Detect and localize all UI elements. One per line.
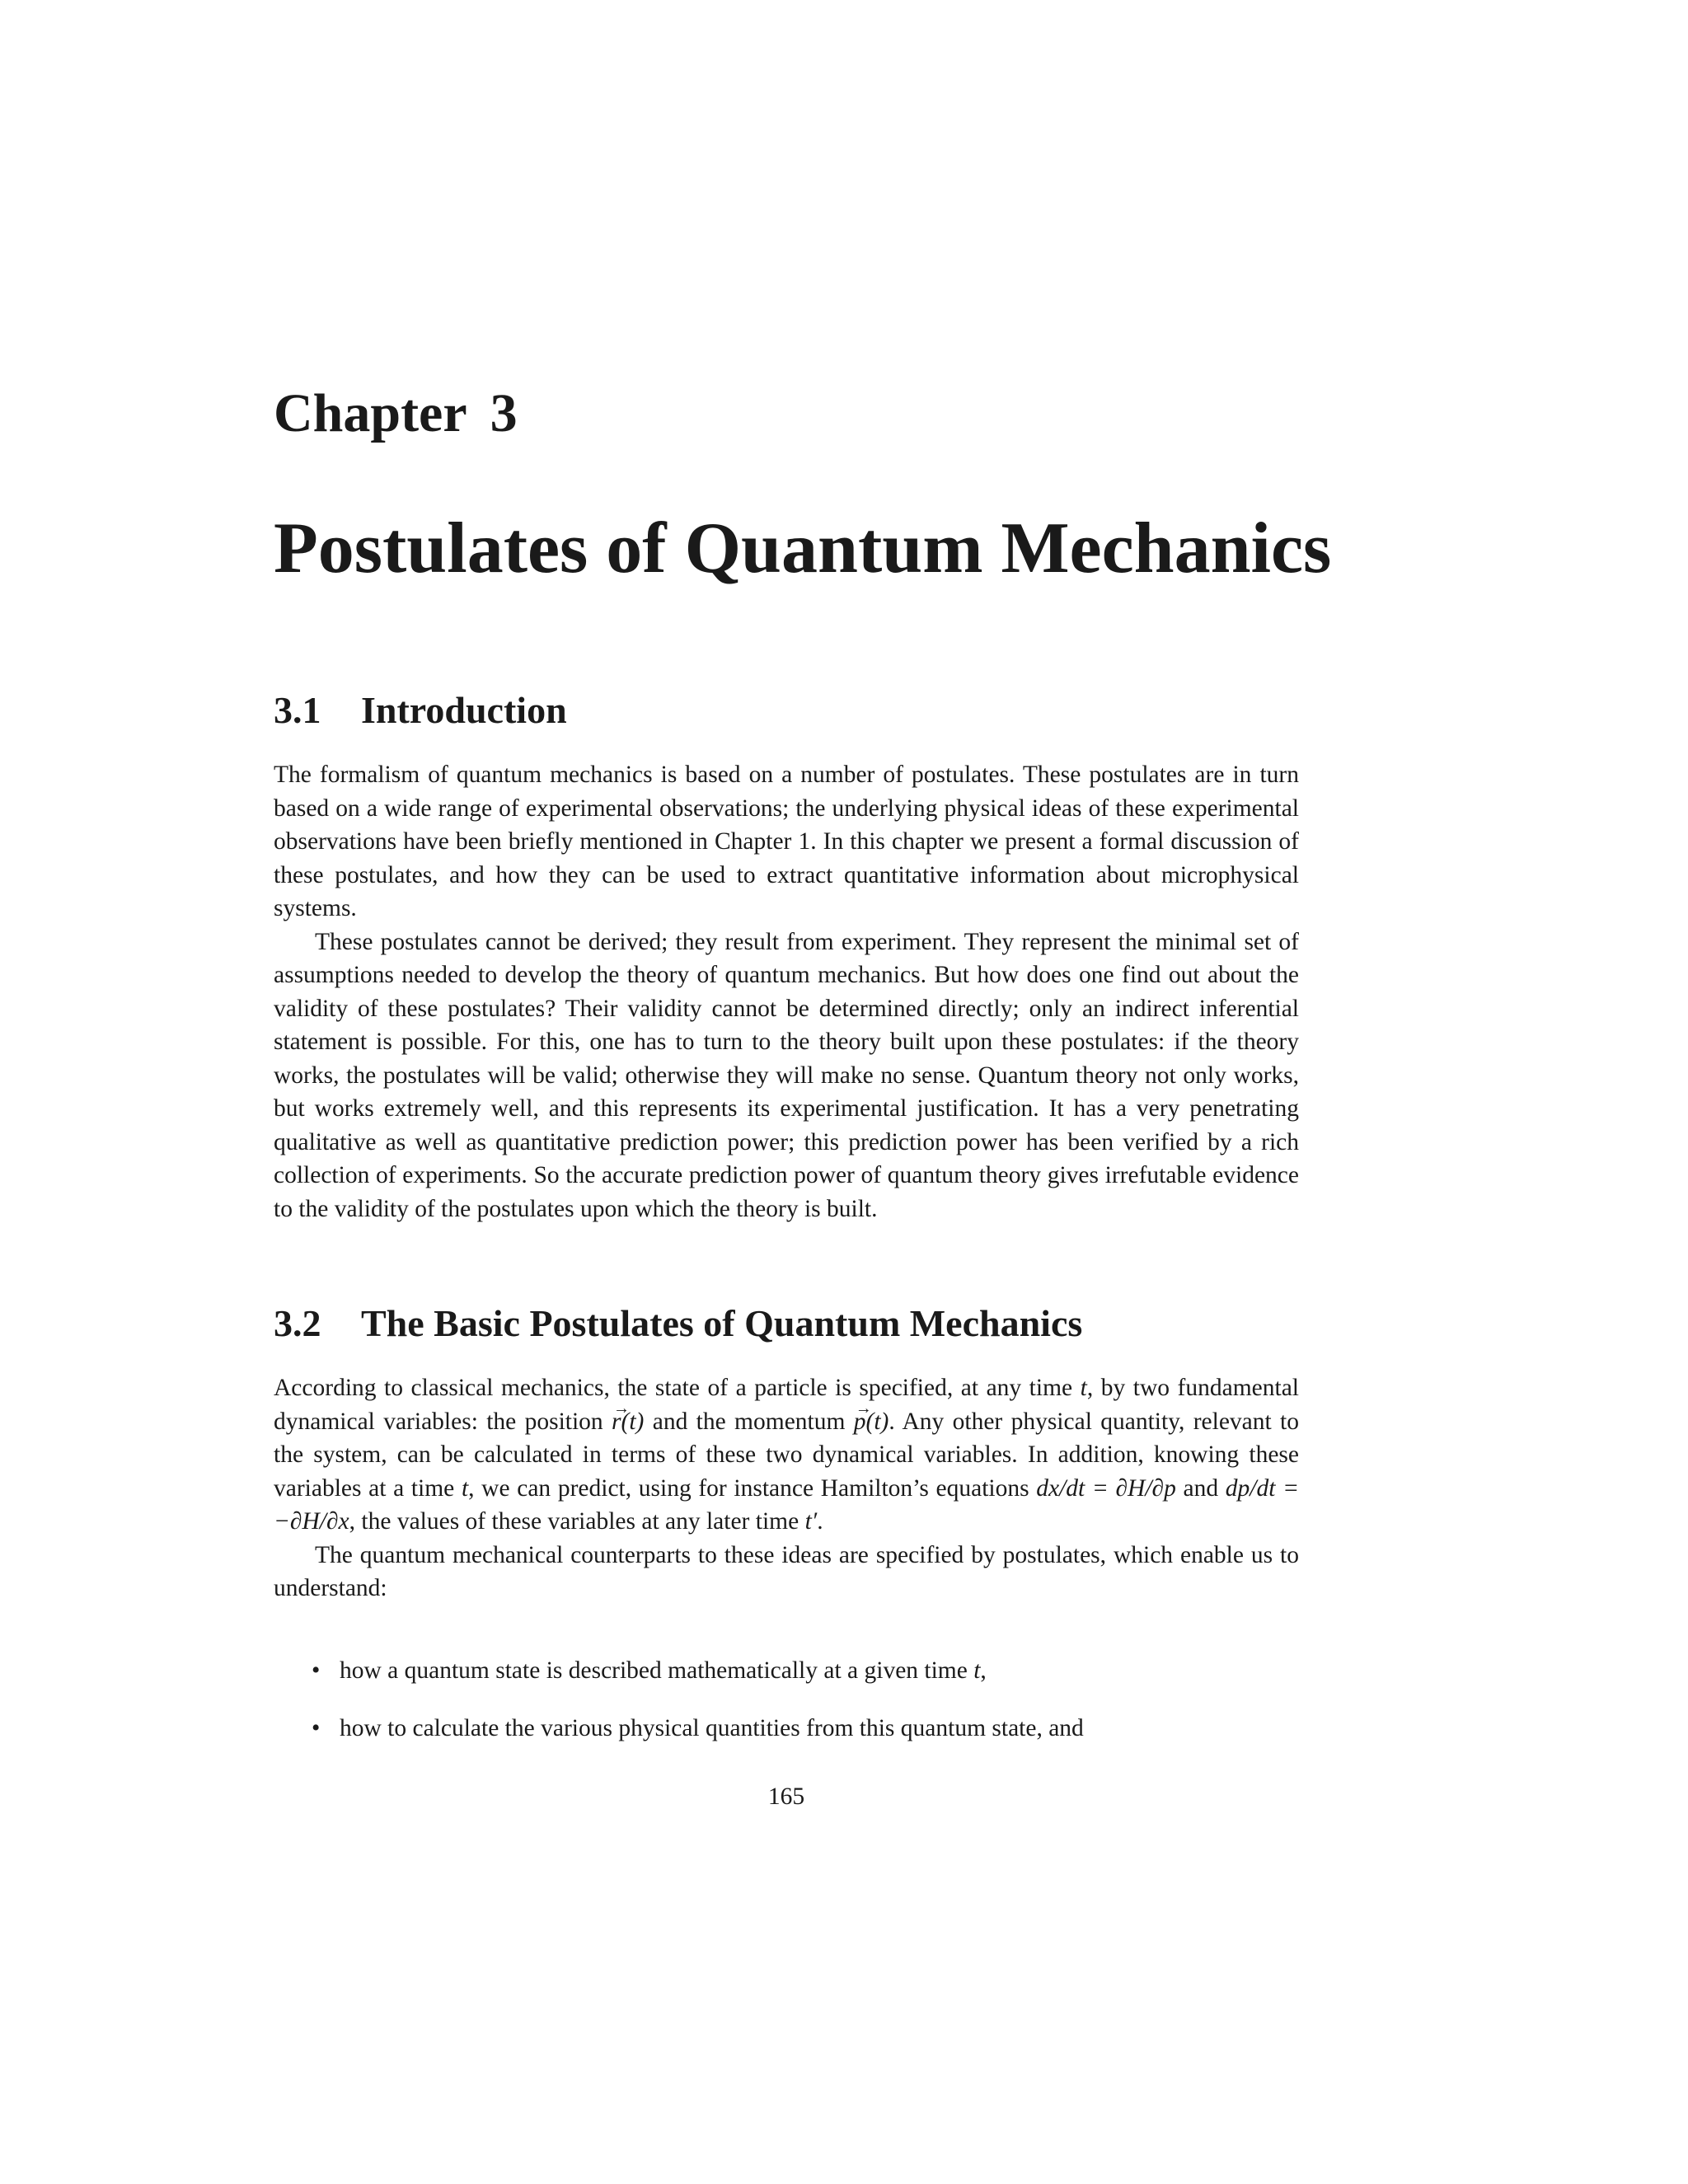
- bullet-icon: •: [312, 1657, 321, 1684]
- hamilton-equation-1: dx/dt = ∂H/∂p: [1036, 1474, 1176, 1502]
- chapter-label: [274, 381, 518, 447]
- section-heading-basic-postulates: [274, 1301, 1082, 1347]
- section-title: The Basic Postulates of Quantum Mechanics: [361, 1302, 1083, 1344]
- text-run: According to classical mechanics, the state of a particle is specified, at any time: [274, 1375, 1081, 1401]
- introduction-body: [274, 758, 1299, 1226]
- math-variable: t: [461, 1474, 469, 1502]
- math-argument: (t): [621, 1408, 645, 1435]
- math-argument: (t): [865, 1408, 889, 1435]
- text-run: , by two fundamental dynamical variables: the position: [274, 1375, 1299, 1435]
- momentum-vector: → p: [854, 1405, 866, 1439]
- paragraph: The quantum mechanical counterparts to these ideas are specified by postulates, which enable us to understand:: [274, 1541, 1299, 1601]
- bullet-list: [274, 1654, 1299, 1688]
- chapter-title: Postulates of Quantum Mechanics: [274, 509, 1332, 588]
- math-variable: t: [973, 1657, 981, 1684]
- text-run: and the momentum: [644, 1408, 854, 1435]
- page-number: 165: [767, 1783, 805, 1810]
- section-heading-introduction: [274, 687, 567, 733]
- text-run: .: [817, 1508, 823, 1535]
- chapter-word: Chapter: [274, 383, 467, 443]
- book-page: [274, 0, 1332, 2184]
- paragraph: The formalism of quantum mechanics is based on a number of postulates. These postulates are in turn based on a wide range of experimental observations; the underlying physical ideas of these experimental observations have been briefly mentioned in Chapter 1. In this chapter we present a formal discussion of these postulates, and how they can be used to extract quantitative information about microphysical systems.: [274, 762, 1299, 921]
- list-item-text: how a quantum state is described mathematically at a given time: [340, 1657, 974, 1684]
- paragraph: [274, 1371, 1299, 1539]
- math-variable: t: [1080, 1375, 1087, 1401]
- hamilton-equation-2: dp/dt = −∂H/∂x: [274, 1474, 1299, 1535]
- text-run: . Any other physical quantity, relevant to the system, can be calculated in terms of these two dynamical variables. In addition, knowing these variables at a time: [274, 1408, 1300, 1502]
- section-number: 3.2: [274, 1302, 321, 1344]
- basic-postulates-body: [274, 1371, 1299, 1605]
- section-title: Introduction: [361, 689, 567, 731]
- list-item: [274, 1712, 1299, 1746]
- list-item: [274, 1654, 1299, 1688]
- position-vector: → r: [612, 1405, 621, 1439]
- paragraph: These postulates cannot be derived; they result from experiment. They represent the minimal set of assumptions needed to develop the theory of quantum mechanics. But how does one find out about the validity of these postulates? Their validity cannot be determined directly; only an indirect inferential statement is possible. For this, one has to turn to the theory built upon these postulates: if the theory works, the postulates will be valid; otherwise they will make no sense. Quantum theory not only works, but works extremely well, and this represents its experimental justification. It has a very penetrating qualitative as well as quantitative prediction power; this prediction power has been verified by a rich collection of experiments. So the accurate prediction power of quantum theory gives irrefutable evidence to the validity of the postulates upon which the theory is built.: [274, 928, 1299, 1222]
- section-number: 3.1: [274, 689, 321, 731]
- text-run: , we can predict, using for instance Hamilton’s equations: [468, 1474, 1037, 1502]
- bullet-list: [274, 1712, 1299, 1746]
- chapter-number: 3: [490, 383, 518, 443]
- text-run: , the values of these variables at any later time: [349, 1508, 805, 1535]
- list-item-text: how to calculate the various physical quantities from this quantum state, and: [340, 1715, 1084, 1741]
- bullet-icon: •: [312, 1715, 321, 1741]
- list-item-text: ,: [980, 1657, 987, 1684]
- text-run: and: [1175, 1474, 1226, 1502]
- math-variable: t′: [804, 1508, 818, 1535]
